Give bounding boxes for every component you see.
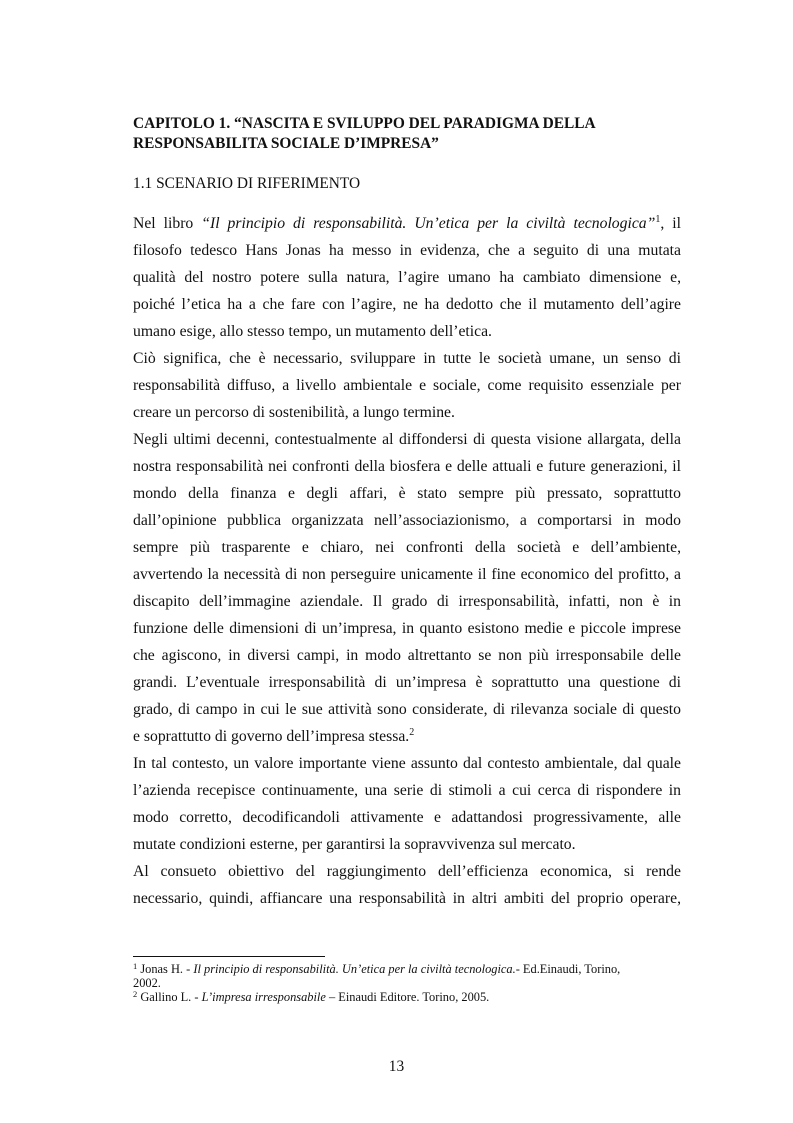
footnote-separator xyxy=(133,956,325,957)
body-line: In tal contesto, un valore importante viene assunto dal contesto ambientale, dal quale xyxy=(133,755,681,772)
book-title-italic: “Il principio di responsabilità. Un’etica per la civiltà tecnologica” xyxy=(201,215,656,232)
footnote-number: 2 xyxy=(133,989,138,999)
body-line: Negli ultimi decenni, contestualmente al diffondersi di questa visione allargata, della xyxy=(133,431,681,448)
body-line: grandi. L’eventuale irresponsabilità di un’impresa è soprattutto una questione di xyxy=(133,674,681,691)
body-line: responsabilità diffuso, a livello ambientale e sociale, come requisito essenziale per xyxy=(133,377,681,394)
body-line: Al consueto obiettivo del raggiungimento dell’efficienza economica, si rende xyxy=(133,863,681,880)
body-line: necessario, quindi, affiancare una responsabilità in altri ambiti del proprio operare, xyxy=(133,890,681,907)
footnote-ref-1[interactable]: 1 xyxy=(655,214,661,225)
footnote-author: Gallino L. - xyxy=(137,990,202,1004)
body-line xyxy=(133,210,681,237)
footnote-title: L’impresa irresponsabile xyxy=(201,990,326,1004)
body-line: qualità del nostro potere sulla natura, l’agire umano ha cambiato dimensione e, xyxy=(133,269,681,286)
body-line: creare un percorso di sostenibilità, a lungo termine. xyxy=(133,404,455,421)
body-line xyxy=(133,723,681,750)
body-line: modo corretto, decodificandoli attivamente e adattandosi progressivamente, alle xyxy=(133,809,681,826)
body-text xyxy=(133,210,681,912)
chapter-title xyxy=(133,114,673,154)
body-line: funzione delle dimensioni di un’impresa, in quanto esistono medie e piccole imprese xyxy=(133,620,681,637)
body-line: mondo della finanza e degli affari, è stato sempre più pressato, soprattutto xyxy=(133,485,681,502)
footnote-number: 1 xyxy=(133,961,138,971)
chapter-title-line-2: RESPONSABILITA SOCIALE D’IMPRESA” xyxy=(133,135,439,152)
body-line: discapito dell’immagine aziendale. Il grado di irresponsabilità, infatti, non è in xyxy=(133,593,681,610)
text-run: , il xyxy=(660,215,681,232)
body-line: poiché l’etica ha a che fare con l’agire, ne ha dedotto che il mutamento dell’agire xyxy=(133,296,681,313)
body-line: umano esige, allo stesso tempo, un mutamento dell’etica. xyxy=(133,323,492,340)
footnote-title: Il principio di responsabilità. Un’etica per la civiltà tecnologica. xyxy=(193,962,516,976)
body-line: Ciò significa, che è necessario, sviluppare in tutte le società umane, un senso di xyxy=(133,350,681,367)
footnote-1-continued: 2002. xyxy=(133,976,161,990)
footnote-author: Jonas H. - xyxy=(137,962,194,976)
body-line: filosofo tedesco Hans Jonas ha messo in evidenza, che a seguito di una mutata xyxy=(133,242,681,259)
footnote-publisher: - Ed.Einaudi, Torino, xyxy=(515,962,621,976)
footnotes xyxy=(133,962,663,1004)
text-run: Nel libro xyxy=(133,215,202,232)
body-line: sempre più trasparente e chiaro, nei confronti della società e dell’ambiente, xyxy=(133,539,681,556)
body-line: che agiscono, in diversi campi, in modo altrettanto se non più irresponsabile delle xyxy=(133,647,681,664)
footnote-publisher: – Einaudi Editore. Torino, 2005. xyxy=(325,990,490,1004)
body-line: mutate condizioni esterne, per garantirsi la sopravvivenza sul mercato. xyxy=(133,836,576,853)
body-line: nostra responsabilità nei confronti della biosfera e delle attuali e future generazioni, il xyxy=(133,458,681,475)
chapter-title-line-1: CAPITOLO 1. “NASCITA E SVILUPPO DEL PARADIGMA DELLA xyxy=(133,115,596,132)
body-line: avvertendo la necessità di non perseguire unicamente il fine economico del profitto, a xyxy=(133,566,681,583)
body-line: l’azienda recepisce continuamente, una serie di stimoli a cui cerca di rispondere in xyxy=(133,782,681,799)
body-line: dall’opinione pubblica organizzata nell’associazionismo, a comportarsi in modo xyxy=(133,512,681,529)
footnote-2 xyxy=(133,990,663,1004)
page-number: 13 xyxy=(388,1058,405,1075)
body-line: grado, di campo in cui le sue attività sono considerate, di rilevanza sociale di questo xyxy=(133,701,681,718)
text-run: e soprattutto di governo dell’impresa stessa. xyxy=(133,728,410,745)
section-title: 1.1 SCENARIO DI RIFERIMENTO xyxy=(133,175,361,192)
footnote-ref-2[interactable]: 2 xyxy=(409,727,415,738)
footnote-1 xyxy=(133,962,663,976)
